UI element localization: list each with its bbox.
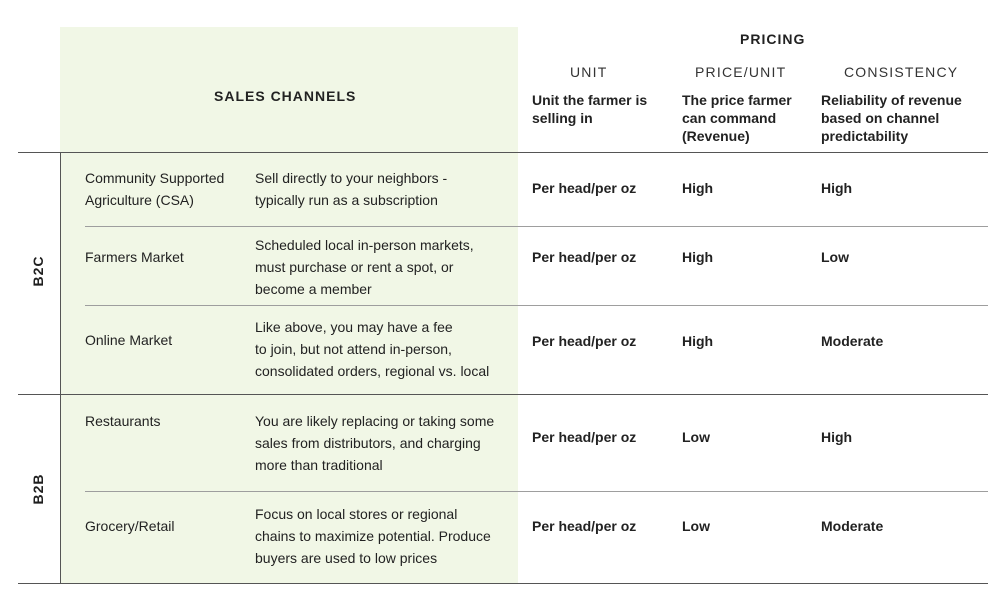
channel-description	[255, 410, 494, 476]
consistency-desc-line: based on channel	[821, 110, 940, 126]
channel-description	[255, 503, 491, 569]
channel-name	[85, 329, 172, 351]
channel-desc-line: must purchase or rent a spot, or	[255, 259, 454, 275]
channel-desc-line: Scheduled local in-person markets,	[255, 237, 474, 253]
channel-name	[85, 246, 184, 268]
price-desc-line: (Revenue)	[682, 128, 750, 144]
channel-description	[255, 167, 447, 211]
consistency-column-description	[821, 91, 962, 145]
group-label-b2c: B2C	[30, 255, 46, 287]
channel-name	[85, 410, 160, 432]
channel-name	[85, 515, 174, 537]
row-divider	[85, 491, 988, 492]
consistency-value: High	[821, 180, 853, 196]
consistency-desc-line: Reliability of revenue	[821, 92, 962, 108]
unit-value: Per head/per oz	[532, 249, 637, 265]
channel-name	[85, 167, 224, 211]
unit-column-title: UNIT	[570, 64, 608, 80]
unit-value: Per head/per oz	[532, 180, 637, 196]
channel-desc-line: to join, but not attend in-person,	[255, 341, 452, 357]
price-unit-column-title: PRICE/UNIT	[695, 64, 787, 80]
consistency-value: Moderate	[821, 518, 884, 534]
group-divider	[18, 394, 988, 395]
channel-desc-line: consolidated orders, regional vs. local	[255, 363, 490, 379]
unit-value: Per head/per oz	[532, 333, 637, 349]
row-divider	[85, 305, 988, 306]
channel-desc-line: more than traditional	[255, 457, 383, 473]
channel-desc-line: Like above, you may have a fee	[255, 319, 453, 335]
unit-desc-line: selling in	[532, 110, 593, 126]
channel-name-line: Online Market	[85, 332, 173, 348]
channel-description	[255, 316, 489, 382]
price-value: High	[682, 180, 714, 196]
channel-name-line: Restaurants	[85, 413, 161, 429]
group-column-border	[60, 152, 61, 584]
unit-value: Per head/per oz	[532, 518, 637, 534]
channel-desc-line: chains to maximize potential. Produce	[255, 528, 491, 544]
channel-description	[255, 234, 474, 300]
channel-desc-line: You are likely replacing or taking some	[255, 413, 495, 429]
channel-desc-line: become a member	[255, 281, 372, 297]
channel-desc-line: typically run as a subscription	[255, 192, 438, 208]
channel-name-line: Agriculture (CSA)	[85, 192, 194, 208]
group-label-b2b: B2B	[30, 473, 46, 505]
channel-desc-line: buyers are used to low prices	[255, 550, 438, 566]
channel-name-line: Farmers Market	[85, 249, 184, 265]
price-value: Low	[682, 518, 710, 534]
price-value: High	[682, 333, 714, 349]
price-value: Low	[682, 429, 710, 445]
unit-value: Per head/per oz	[532, 429, 637, 445]
unit-column-description	[532, 91, 647, 127]
channel-name-line: Grocery/Retail	[85, 518, 175, 534]
channel-desc-line: Focus on local stores or regional	[255, 506, 458, 522]
price-desc-line: can command	[682, 110, 777, 126]
pricing-heading: PRICING	[740, 31, 806, 47]
price-value: High	[682, 249, 714, 265]
consistency-value: High	[821, 429, 853, 445]
consistency-column-title: CONSISTENCY	[844, 64, 959, 80]
unit-desc-line: Unit the farmer is	[532, 92, 648, 108]
table-bottom-border	[18, 583, 988, 584]
price-unit-column-description	[682, 91, 792, 145]
sales-channels-heading: SALES CHANNELS	[214, 88, 357, 104]
consistency-value: Low	[821, 249, 849, 265]
consistency-value: Moderate	[821, 333, 884, 349]
channel-name-line: Community Supported	[85, 170, 225, 186]
consistency-desc-line: predictability	[821, 128, 909, 144]
price-desc-line: The price farmer	[682, 92, 792, 108]
row-divider	[85, 226, 988, 227]
channel-desc-line: Sell directly to your neighbors -	[255, 170, 448, 186]
channel-desc-line: sales from distributors, and charging	[255, 435, 481, 451]
header-divider	[18, 152, 988, 153]
